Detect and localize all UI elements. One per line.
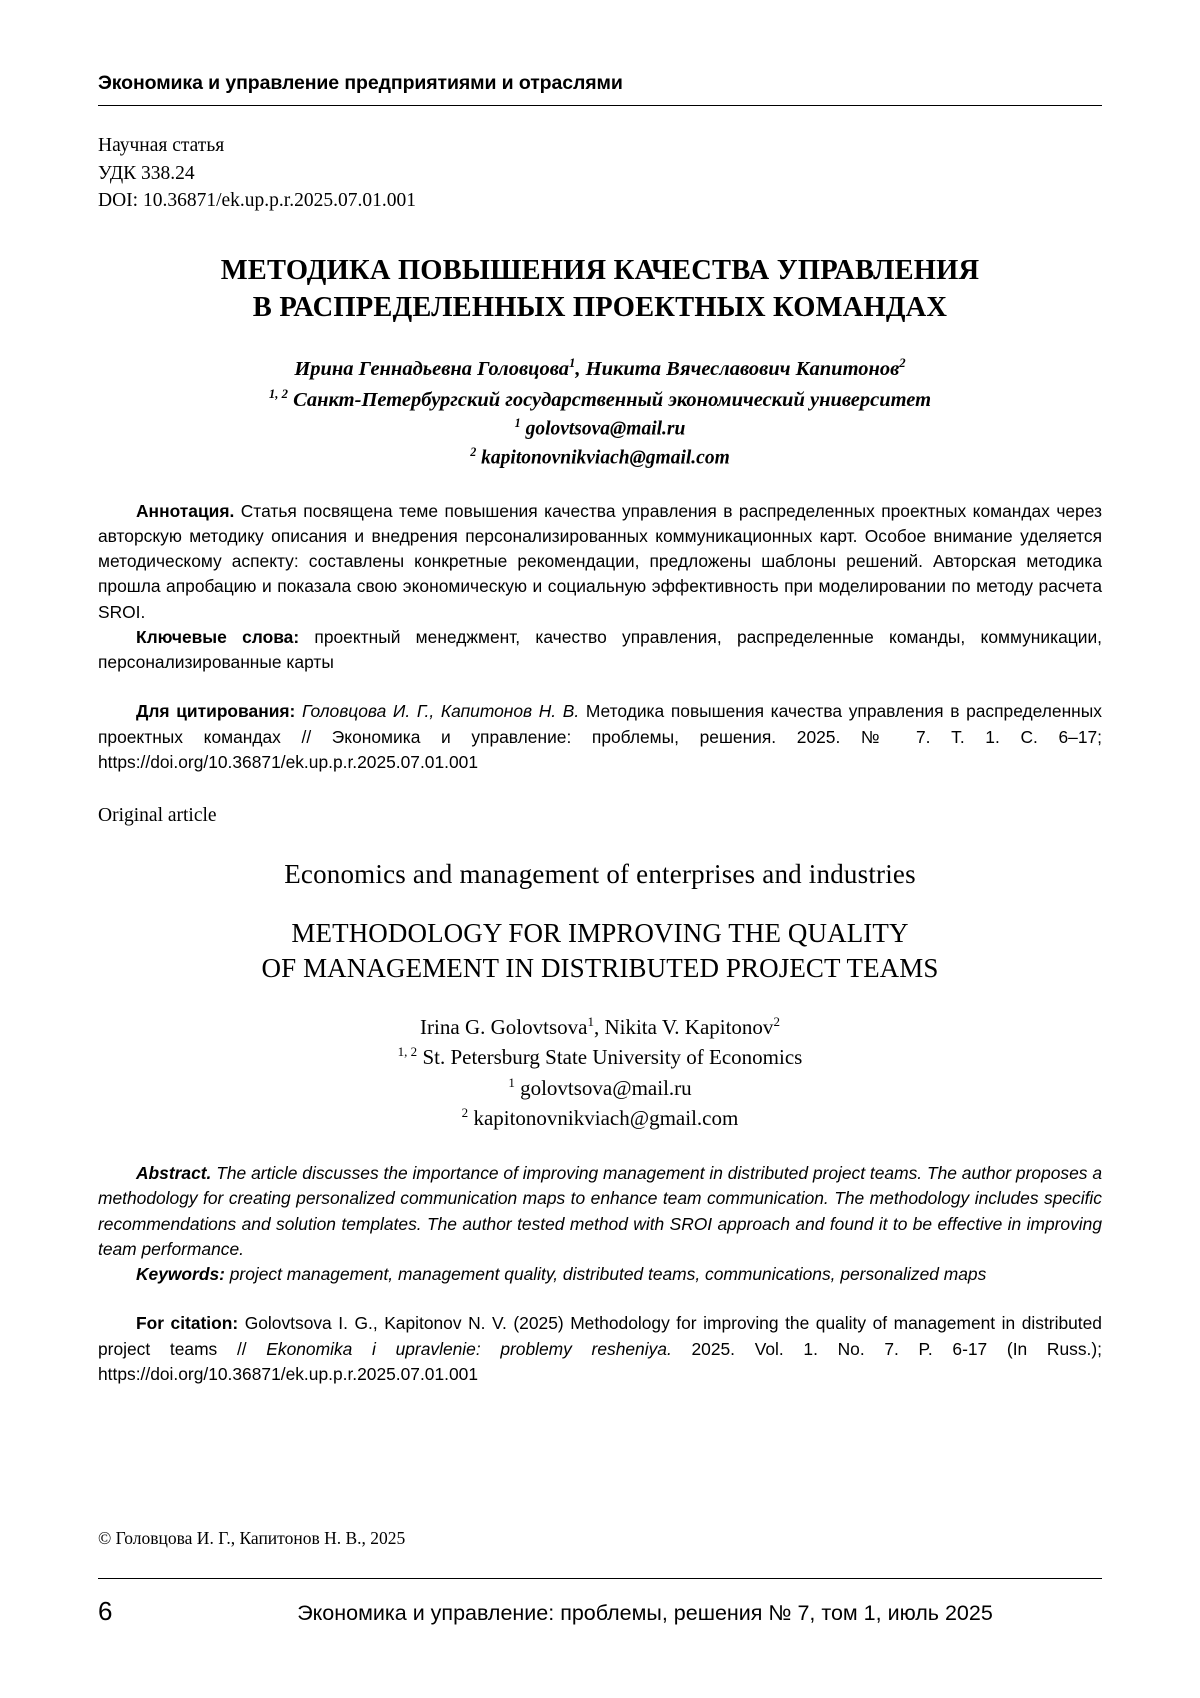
- abstract-russian: [98, 499, 1102, 676]
- author2-sup-ru: 2: [899, 356, 906, 370]
- abstract-russian-text: Статья посвящена теме повышения качества управления в распределенных проектных командах через авторскую методику описания и внедрения персонализированных коммуникационных карт. Особое внимание уделяется методическому аспекту: составлены конкретные рекомендации, предложены шаблоны решений. Авторская методика прошла апробацию и показала свою экономическую и социальную эффективность при моделировании по методу расчета SROI.: [98, 500, 1102, 622]
- page-footer: [98, 1596, 1102, 1627]
- title-russian-line2: В РАСПРЕДЕЛЕННЫХ ПРОЕКТНЫХ КОМАНДАХ: [252, 291, 948, 323]
- author1-name-ru: Ирина Геннадьевна Головцова: [294, 357, 570, 380]
- email2-text-ru[interactable]: kapitonovnikviach@gmail.com: [481, 447, 730, 469]
- running-head: Экономика и управление предприятиями и отраслями: [98, 72, 623, 94]
- author1-sup-ru: 1: [569, 356, 576, 370]
- copyright-line: © Головцова И. Г., Капитонов Н. В., 2025: [98, 1528, 406, 1548]
- affiliation-russian: [98, 385, 1102, 416]
- email2-text-en[interactable]: kapitonovnikviach@gmail.com: [473, 1105, 739, 1130]
- email1-sup-en: 1: [508, 1074, 515, 1090]
- doi-code: DOI: 10.36871/ek.up.p.r.2025.07.01.001: [98, 190, 416, 212]
- citation-russian-label: Для цитирования:: [136, 701, 296, 722]
- journal-section-english: Economics and management of enterprises and industries: [284, 858, 916, 889]
- author2-name-ru: , Никита Вячеславович Капитонов: [575, 357, 900, 380]
- citation-russian-text: Методика повышения качества управления в распределенных проектных командах // Экономика и управление: проблемы, решения. 2025. № 7. Т. 1. С. 6–17; https://doi.org/10.36871/ek.up.p.r.2025.07.01.001: [98, 701, 1102, 772]
- keywords-english-label: Keywords:: [136, 1264, 225, 1285]
- citation-russian-authors: Головцова И. Г., Капитонов Н. В.: [301, 701, 580, 722]
- email2-english: [98, 1103, 1102, 1133]
- citation-english-paragraph: [98, 1311, 1102, 1387]
- keywords-russian-label: Ключевые слова:: [136, 626, 300, 647]
- affiliation-sup-ru: 1, 2: [268, 386, 288, 401]
- authors-russian: [98, 354, 1102, 473]
- affiliation-english: [98, 1042, 1102, 1072]
- title-english-line1: METHODOLOGY FOR IMPROVING THE QUALITY: [291, 917, 909, 948]
- abstract-english-label: Abstract.: [136, 1163, 212, 1184]
- email2-sup-ru: 2: [470, 444, 477, 459]
- keywords-english-text: project management, management quality, distributed teams, communications, personalized maps: [229, 1264, 987, 1285]
- authors-russian-names: [98, 354, 1102, 385]
- email1-sup-ru: 1: [514, 416, 521, 431]
- citation-english-journal: Ekonomika i upravlenie: problemy resheniya.: [266, 1338, 672, 1359]
- abstract-russian-paragraph: [98, 499, 1102, 625]
- footer-divider: [98, 1578, 1102, 1579]
- citation-english-tail: 2025. Vol. 1. No. 7. P. 6-17 (In Russ.); https://doi.org/10.36871/ek.up.p.r.2025.07.01.001: [98, 1338, 1102, 1384]
- email1-text-en[interactable]: golovtsova@mail.ru: [520, 1075, 692, 1100]
- abstract-english: [98, 1161, 1102, 1287]
- footer-journal-line: Экономика и управление: проблемы, решения № 7, том 1, июль 2025: [297, 1601, 993, 1625]
- title-russian: [98, 253, 1102, 326]
- keywords-english-paragraph: [98, 1262, 1102, 1287]
- affiliation-text-ru: Санкт-Петербургский государственный экономический университет: [293, 388, 932, 411]
- title-russian-line1: МЕТОДИКА ПОВЫШЕНИЯ КАЧЕСТВА УПРАВЛЕНИЯ: [220, 255, 980, 287]
- affiliation-text-en: St. Petersburg State University of Economics: [422, 1045, 803, 1070]
- author2-sup-en: 2: [773, 1014, 780, 1030]
- citation-english-authors: Golovtsova I. G., Kapitonov N. V. (2025) Methodology for improving the quality of management in distributed project teams //: [98, 1313, 1102, 1359]
- affiliation-sup-en: 1, 2: [397, 1044, 418, 1060]
- author2-name-en: , Nikita V. Kapitonov: [593, 1015, 774, 1040]
- email2-sup-en: 2: [461, 1104, 469, 1120]
- abstract-russian-label: Аннотация.: [136, 500, 235, 521]
- keywords-russian-text: проектный менеджмент, качество управления, распределенные команды, коммуникации, персонализированные карты: [98, 626, 1102, 673]
- article-type: Научная статья: [98, 135, 225, 156]
- authors-english-names: [98, 1012, 1102, 1042]
- title-english-line2: OF MANAGEMENT IN DISTRIBUTED PROJECT TEAMS: [261, 953, 939, 984]
- header-divider: [98, 105, 1102, 106]
- abstract-english-text: The article discusses the importance of improving management in distributed project teams. The author proposes a methodology for creating personalized communication maps to enhance team communication. The methodology includes specific recommendations and solution templates. The author tested method with SROI approach and found it to be effective in improving team performance.: [98, 1163, 1102, 1259]
- email2-russian: [98, 444, 1102, 473]
- author1-sup-en: 1: [587, 1014, 594, 1030]
- title-english: [98, 916, 1102, 986]
- authors-english: [98, 1012, 1102, 1133]
- page-number: 6: [98, 1596, 113, 1626]
- abstract-english-paragraph: [98, 1161, 1102, 1262]
- original-article-label: Original article: [98, 804, 217, 826]
- email1-text-ru[interactable]: golovtsova@mail.ru: [525, 418, 686, 440]
- article-meta: [98, 132, 1102, 215]
- citation-english: [98, 1311, 1102, 1387]
- email1-russian: [98, 415, 1102, 444]
- email1-english: [98, 1073, 1102, 1103]
- citation-english-label: For citation:: [136, 1313, 239, 1334]
- author1-name-en: Irina G. Golovtsova: [420, 1015, 588, 1040]
- keywords-russian-paragraph: [98, 625, 1102, 675]
- udc-code: УДК 338.24: [98, 162, 195, 184]
- citation-russian: [98, 699, 1102, 775]
- citation-russian-paragraph: [98, 699, 1102, 775]
